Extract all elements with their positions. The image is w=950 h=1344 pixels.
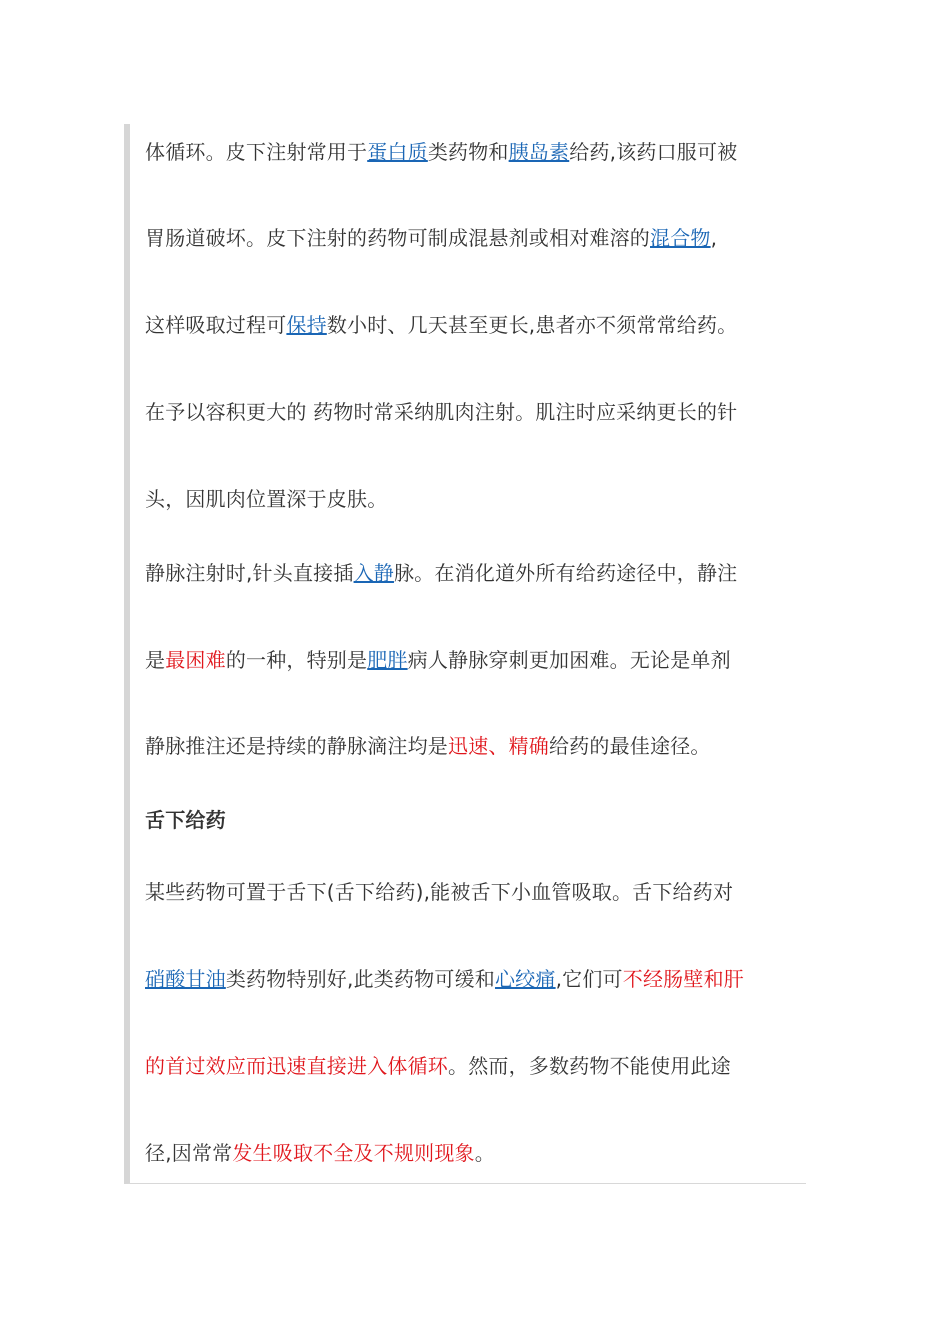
body-text: 病人静脉穿刺更加困难。无论是单剂 [407,648,731,672]
body-text: 静脉推注还是持续的静脉滴注均是 [145,734,448,758]
body-text: 头，因肌肉位置深于皮肤。 [145,487,388,511]
heading-text: 舌下给药 [145,808,226,832]
body-text: 这样吸取过程可 [145,313,287,337]
emphasis-text: 最困难 [165,648,226,672]
body-text: 数小时、几天甚至更长,患者亦不须常常给药。 [326,313,738,337]
body-text: 体循环。皮下注射常用于 [145,140,368,164]
inline-link[interactable]: 心绞痛 [494,967,556,991]
text-line [145,646,731,674]
emphasis-text: 不经肠壁和肝 [622,967,744,991]
body-text: 在予以容积更大的 药物时常采纳肌肉注射。肌注时应采纳更长的针 [145,400,738,424]
body-text: 静脉注射时,针头直接插 [145,561,354,585]
body-text: 的一种，特别是 [225,648,368,672]
body-text: 类药物和 [427,140,509,164]
text-line [145,878,733,906]
body-text: 。 [474,1141,495,1165]
text-line [145,485,387,513]
emphasis-text: 迅速、精确 [448,734,549,758]
body-text: 。然而，多数药物不能使用此途 [448,1054,731,1078]
text-line [145,559,737,587]
body-text: 脉。在消化道外所有给药途径中，静注 [393,561,738,585]
inline-link[interactable]: 蛋白质 [367,140,428,164]
text-line [145,1139,495,1167]
text-line [145,311,737,339]
text-line [145,965,744,993]
body-text: 胃肠道破坏。皮下注射的药物可制成混悬剂或相对难溶的 [145,226,650,250]
inline-link[interactable]: 硝酸甘油 [145,967,226,991]
emphasis-text: 的首过效应而迅速直接进入体循环 [145,1054,448,1078]
text-line [145,138,737,166]
body-text: , [710,226,718,250]
inline-link[interactable]: 肥胖 [367,648,408,672]
body-text: 某些药物可置于舌下(舌下给药),能被舌下小血管吸取。舌下给药对 [145,880,734,904]
text-line [145,1052,731,1080]
emphasis-text: 发生吸取不全及不规则现象 [232,1141,475,1165]
body-text: 是 [145,648,166,672]
body-text: 类药物特别好,此类药物可缓和 [225,967,495,991]
inline-link[interactable]: 混合物 [650,226,711,250]
body-text: 径,因常常 [145,1141,233,1165]
text-line [145,398,737,426]
text-line [145,224,717,252]
text-line [145,732,711,760]
body-text: 给药的最佳途径。 [549,734,711,758]
inline-link[interactable]: 保持 [286,313,327,337]
body-text: ,它们可 [555,967,623,991]
body-text: 给药,该药口服可被 [569,140,738,164]
section-heading [145,806,226,834]
inline-link[interactable]: 入静 [353,561,394,585]
inline-link[interactable]: 胰岛素 [508,140,570,164]
